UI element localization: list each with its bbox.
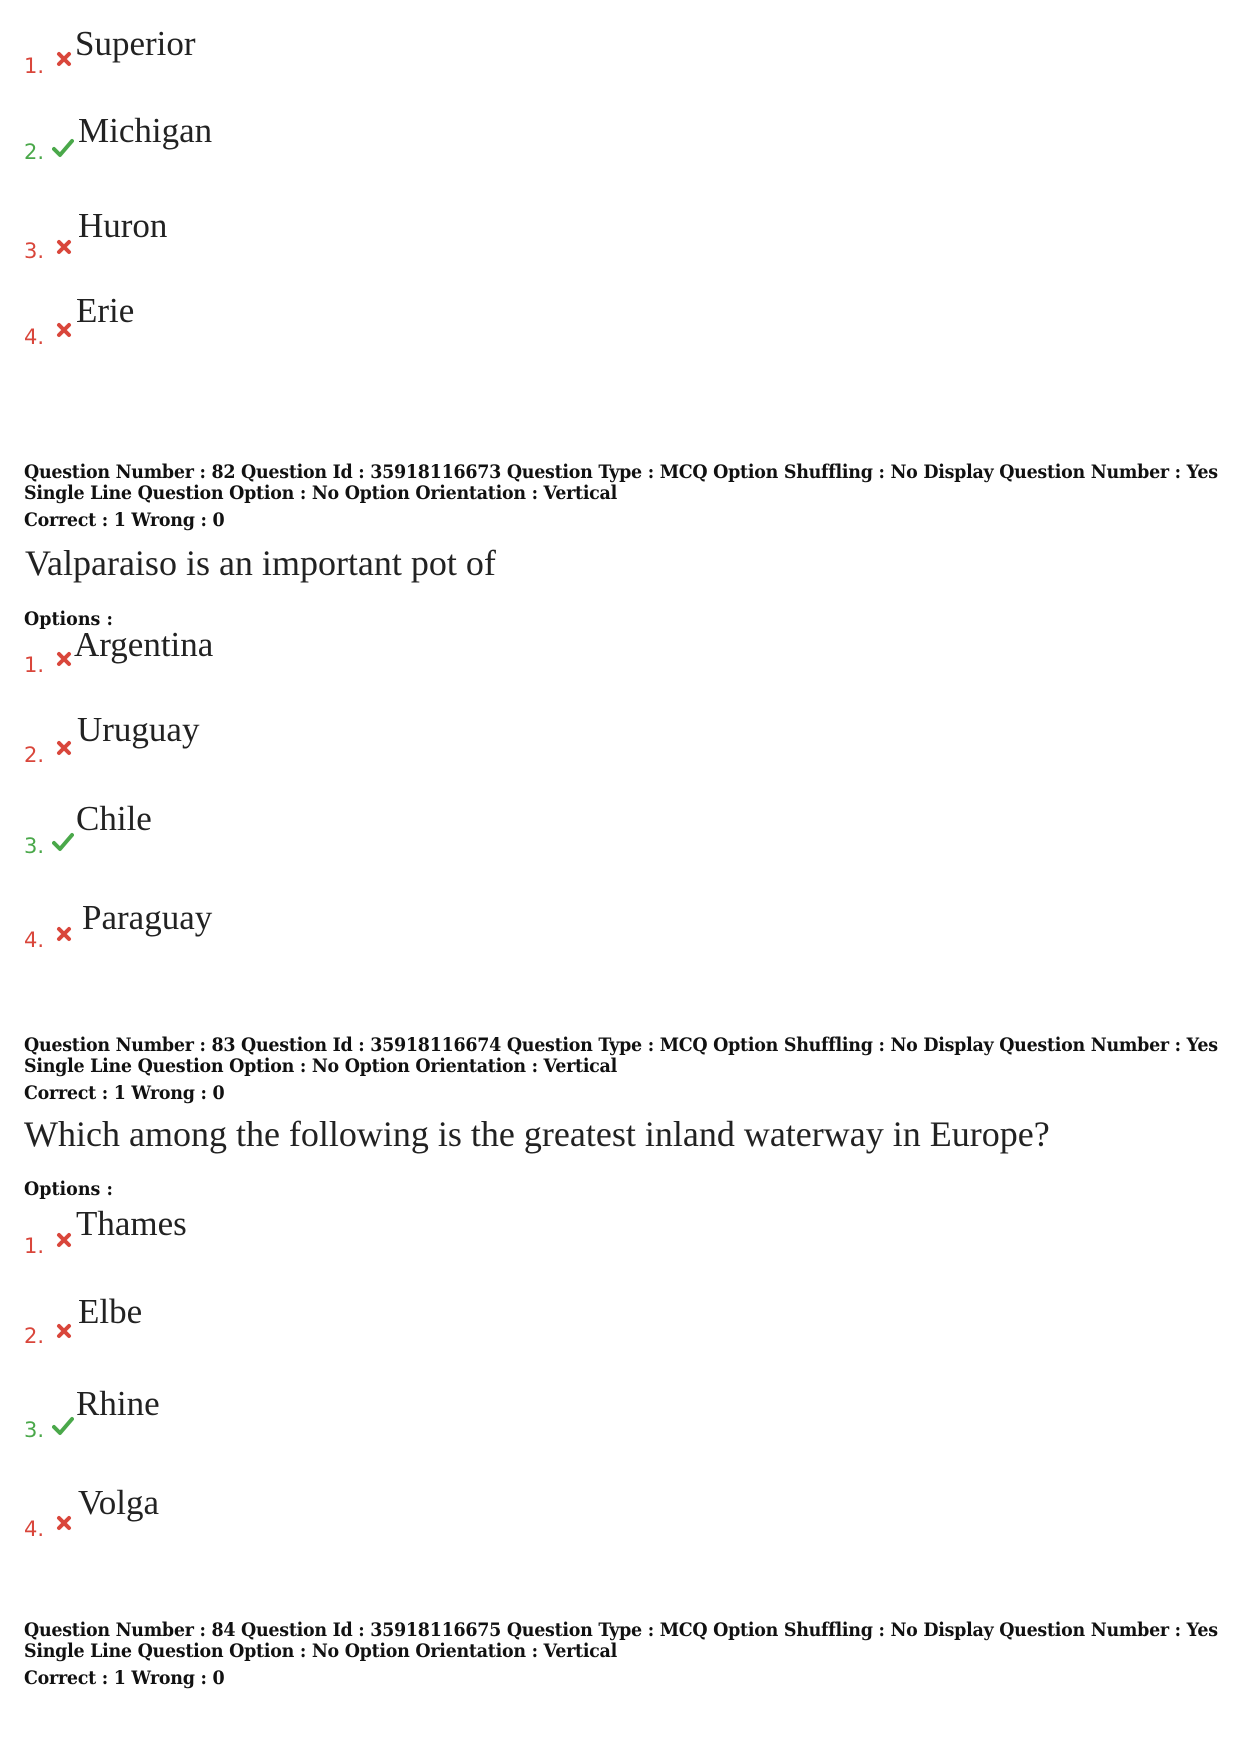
question-meta-line-1: Question Number : 83 Question Id : 35918116674 Question Type : MCQ Option Shuffling : No Display Question Number : Yes xyxy=(24,1034,1218,1056)
question-marks: Correct : 1 Wrong : 0 xyxy=(24,1082,225,1104)
option-2 xyxy=(0,1292,600,1360)
cross-icon xyxy=(55,238,73,256)
question-marks: Correct : 1 Wrong : 0 xyxy=(24,1667,225,1689)
cross-icon xyxy=(55,650,73,668)
option-number: 3. xyxy=(24,1418,45,1442)
option-text: Argentina xyxy=(74,625,214,664)
option-number: 2. xyxy=(24,743,45,767)
question-meta-line-2: Single Line Question Option : No Option Orientation : Vertical xyxy=(24,482,617,504)
check-icon xyxy=(52,138,74,158)
options-label: Options : xyxy=(24,1178,113,1200)
check-icon xyxy=(52,832,74,852)
option-number: 4. xyxy=(24,325,45,349)
option-text: Rhine xyxy=(76,1384,160,1423)
option-1 xyxy=(0,24,600,90)
option-number: 4. xyxy=(24,1517,45,1541)
question-text: Which among the following is the greatest inland waterway in Europe? xyxy=(24,1114,1050,1154)
option-text: Michigan xyxy=(78,111,213,150)
question-marks: Correct : 1 Wrong : 0 xyxy=(24,509,225,531)
option-text: Uruguay xyxy=(77,710,200,749)
option-number: 1. xyxy=(24,653,45,677)
option-text: Thames xyxy=(76,1204,187,1243)
option-3 xyxy=(0,1384,600,1453)
option-number: 3. xyxy=(24,239,45,263)
cross-icon xyxy=(55,739,73,757)
option-number: 2. xyxy=(24,1324,45,1348)
question-meta-line-1: Question Number : 82 Question Id : 35918116673 Question Type : MCQ Option Shuffling : No Display Question Number : Yes xyxy=(24,461,1218,483)
cross-icon xyxy=(55,50,73,68)
cross-icon xyxy=(55,321,73,339)
option-4 xyxy=(0,291,600,365)
option-3 xyxy=(0,799,600,868)
cross-icon xyxy=(55,1514,73,1532)
option-2 xyxy=(0,710,600,775)
option-text: Chile xyxy=(76,799,152,838)
question-meta-line-2: Single Line Question Option : No Option Orientation : Vertical xyxy=(24,1055,617,1077)
option-text: Huron xyxy=(78,206,168,245)
option-number: 4. xyxy=(24,928,45,952)
question-meta-line-2: Single Line Question Option : No Option Orientation : Vertical xyxy=(24,1640,617,1662)
question-meta-line-1: Question Number : 84 Question Id : 35918116675 Question Type : MCQ Option Shuffling : No Display Question Number : Yes xyxy=(24,1619,1218,1641)
option-2 xyxy=(0,111,600,178)
option-text: Elbe xyxy=(78,1292,143,1331)
cross-icon xyxy=(55,1231,73,1249)
options-label: Options : xyxy=(24,608,113,630)
option-4 xyxy=(0,898,600,965)
cross-icon xyxy=(55,925,73,943)
option-number: 2. xyxy=(24,140,45,164)
option-text: Superior xyxy=(75,24,196,63)
option-text: Paraguay xyxy=(82,898,213,937)
option-1 xyxy=(0,1204,600,1270)
question-text: Valparaiso is an important pot of xyxy=(25,543,496,583)
option-text: Volga xyxy=(78,1483,160,1522)
check-icon xyxy=(52,1416,74,1436)
option-3 xyxy=(0,206,600,275)
option-text: Erie xyxy=(76,291,135,330)
option-number: 3. xyxy=(24,834,45,858)
option-number: 1. xyxy=(24,54,45,78)
option-number: 1. xyxy=(24,1234,45,1258)
option-1 xyxy=(0,625,600,690)
cross-icon xyxy=(55,1322,73,1340)
option-4 xyxy=(0,1483,600,1553)
